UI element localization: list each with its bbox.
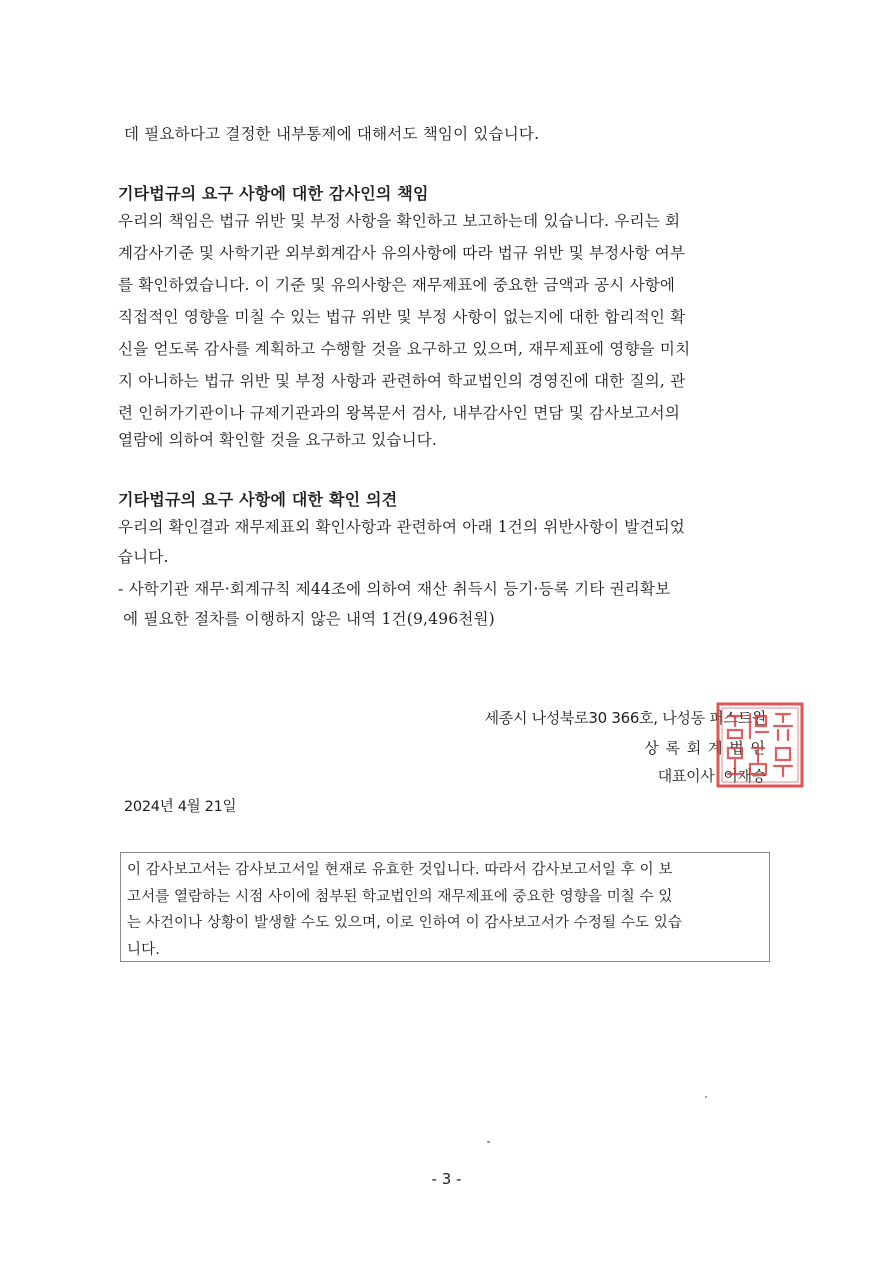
section2-line: 에 필요한 절차를 이행하지 않은 내역 1건(9,496천원) [118, 610, 495, 628]
section1-line: 련 인허가기관이나 규제기관과의 왕복문서 검사, 내부감사인 면담 및 감사보고서의 [118, 404, 681, 422]
signature-representative: 대표이사 이재승 [657, 767, 766, 785]
section2-line: 습니다. [118, 548, 169, 566]
section2-line: - 사학기관 재무·회계규칙 제44조에 의하여 재산 취득시 등기·등록 기타 권리확보 [118, 580, 671, 598]
intro-line: 데 필요하다고 결정한 내부통제에 대해서도 책임이 있습니다. [124, 125, 540, 143]
scan-speck [705, 1096, 707, 1098]
section1-line: 직접적인 영향을 미칠 수 있는 법규 위반 및 부정 사항이 없는지에 대한 합리적인 확 [118, 308, 686, 326]
section1-line: 지 아니하는 법규 위반 및 부정 사항과 관련하여 학교법인의 경영진에 대한 질의, 관 [118, 372, 686, 390]
section2-heading: 기타법규의 요구 사항에 대한 확인 의견 [118, 490, 398, 509]
signature-address: 세종시 나성북로30 366호, 나성동 퍼스트원 [484, 709, 766, 727]
notice-line: 이 감사보고서는 감사보고서일 현재로 유효한 것입니다. 따라서 감사보고서일 후 이 보 [127, 862, 673, 878]
section1-heading: 기타법규의 요구 사항에 대한 감사인의 책임 [118, 184, 429, 203]
section1-line: 를 확인하였습니다. 이 기준 및 유의사항은 재무제표에 중요한 금액과 공시 사항에 [118, 276, 676, 294]
section2-line: 우리의 확인결과 재무제표외 확인사항과 관련하여 아래 1건의 위반사항이 발견되었 [118, 518, 685, 536]
notice-line: 니다. [127, 942, 160, 958]
section1-line: 계감사기준 및 사학기관 외부회계감사 유의사항에 따라 법규 위반 및 부정사항 여부 [118, 244, 686, 262]
signature-firm: 상 록 회 계 법 인 [644, 739, 766, 757]
notice-box [120, 852, 770, 962]
section1-line: 열람에 의하여 확인할 것을 요구하고 있습니다. [118, 431, 438, 449]
red-official-seal-icon [716, 702, 804, 788]
report-date: 2024년 4월 21일 [124, 799, 237, 815]
section1-line: 신을 얻도록 감사를 계획하고 수행할 것을 요구하고 있으며, 재무제표에 영향을 미치 [118, 340, 691, 358]
notice-line: 고서를 열람하는 시점 사이에 첨부된 학교법인의 재무제표에 중요한 영향을 미칠 수 있 [127, 889, 673, 905]
section1-line: 우리의 책임은 법규 위반 및 부정 사항을 확인하고 보고하는데 있습니다. 우리는 회 [118, 212, 681, 230]
scan-speck [487, 1141, 490, 1143]
page-number: - 3 - [431, 1170, 462, 1188]
notice-line: 는 사건이나 상황이 발생할 수도 있으며, 이로 인하여 이 감사보고서가 수정될 수도 있습 [127, 915, 682, 931]
